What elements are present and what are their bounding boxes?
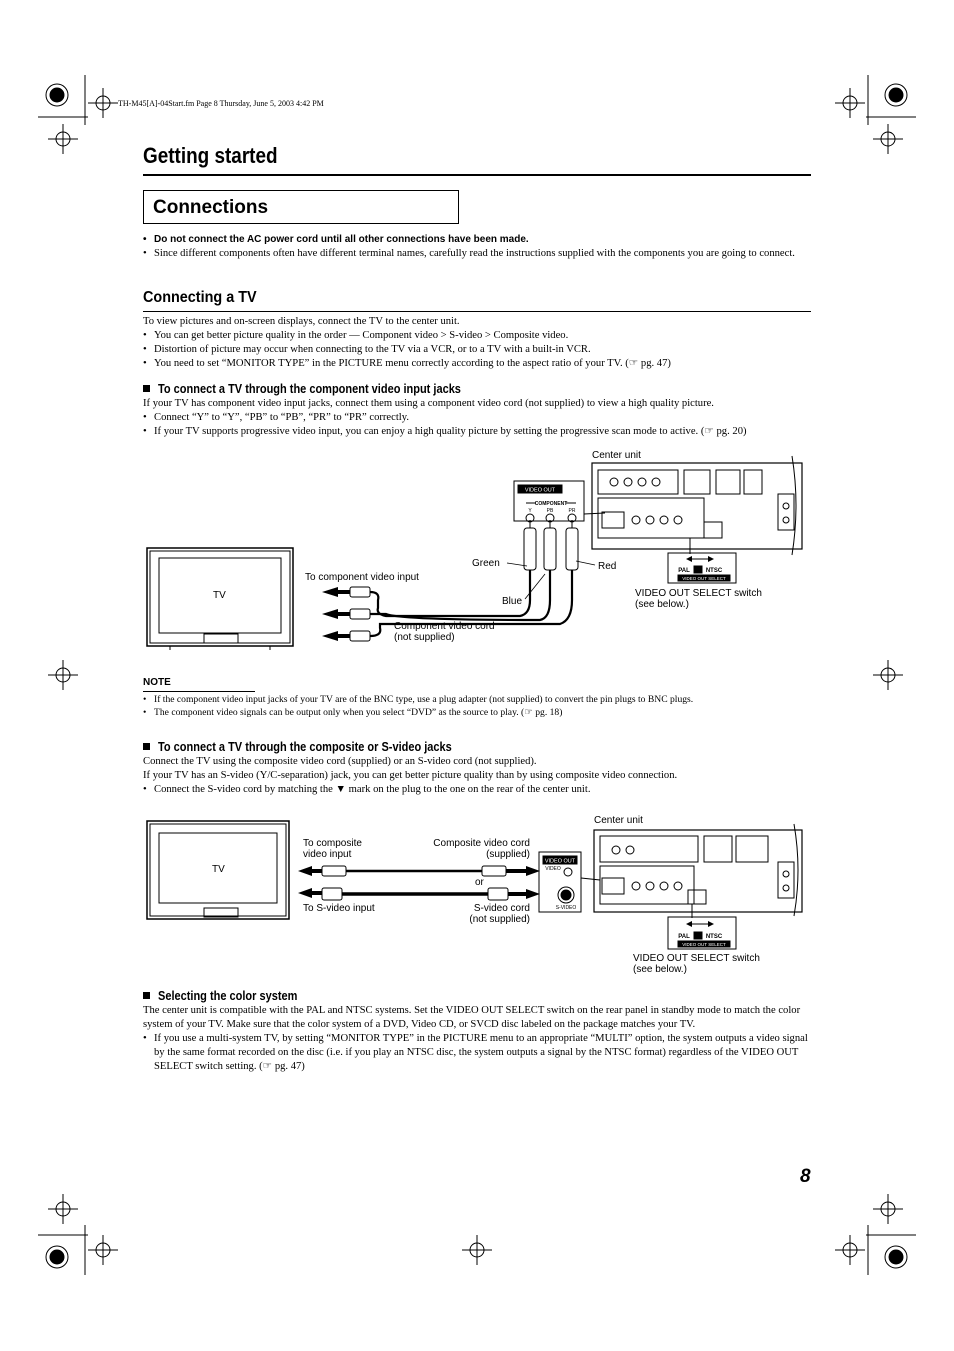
switch-caption-line: VIDEO OUT SELECT switch: [633, 953, 760, 964]
center-unit-panel: [594, 824, 802, 916]
subsection-bullet: • You can get better picture quality in the order — Component video > S-video > Composite video.: [143, 329, 813, 343]
to-composite-line: To composite: [303, 838, 362, 849]
component-bullet: • If your TV supports progressive video input, you can enjoy a high quality picture by setting the progressive scan mode to active. (☞ pg. 20): [143, 425, 813, 439]
switch-zoom: [668, 904, 736, 949]
switch-caption-line: VIDEO OUT SELECT switch: [635, 588, 762, 599]
to-svideo-label: To S-video input: [303, 903, 375, 914]
color-system-paragraph: The center unit is compatible with the PAL and NTSC systems. Set the VIDEO OUT SELECT switch on the rear panel in standby mode to match the color system of your TV. Make sure that the color system of a DVD, Video CD, or SVCD disc labeled on the package matches your TV.: [143, 1005, 801, 1030]
cord-label-line: (not supplied): [394, 632, 455, 643]
switch-caption: [633, 953, 760, 975]
color-system-heading: [143, 987, 316, 1005]
or-label: or: [475, 877, 484, 888]
to-component-input-label: To component video input: [305, 572, 419, 583]
svideo-cord-line: (not supplied): [469, 914, 530, 925]
switch-label: VIDEO OUT SELECT: [682, 942, 726, 947]
color-system-bullet: • If you use a multi-system TV, by setting “MONITOR TYPE” in the PICTURE menu to an appropriate “MULTI” option, the system outputs a video signal by the same format recorded on the disc (i.e. if you play an NTSC disc, the system outputs a signal by the NTSC format) regardless of the VIDEO OUT SELECT switch setting. (☞ pg. 47): [143, 1032, 813, 1074]
section-title: Connections: [153, 197, 269, 218]
composite-line: If your TV has an S-video (Y/C-separation) jack, you can get better picture quality than by using composite video connection.: [143, 770, 678, 781]
composite-heading-text: To connect a TV through the composite or S-video jacks: [158, 740, 452, 754]
square-bullet-icon: [143, 992, 150, 999]
component-bullet: • Connect “Y” to “Y”, “PB” to “PB”, “PR” to “PR” correctly.: [143, 411, 813, 425]
video-out-label: VIDEO OUT: [544, 858, 576, 865]
composite-line: Connect the TV using the composite video cord (supplied) or an S-video cord (not supplied).: [143, 756, 537, 767]
svideo-label: S-VIDEO: [555, 905, 577, 911]
switch-caption-line: (see below.): [635, 599, 689, 610]
center-unit-label: Center unit: [594, 815, 643, 826]
video-out-panel: [539, 852, 600, 912]
ntsc-label: NTSC: [705, 934, 723, 940]
subsection-title: Connecting a TV: [143, 289, 257, 306]
note-title: NOTE: [143, 677, 171, 688]
page-number: 8: [800, 1166, 811, 1187]
jack-label: Y: [528, 508, 532, 514]
note-bullet: • The component video signals can be output only when you select “DVD” as the source to play. (☞ pg. 18): [143, 706, 813, 719]
to-composite-label: [303, 838, 362, 860]
tv-label: TV: [213, 590, 226, 601]
video-out-label: VIDEO OUT: [524, 487, 556, 494]
color-system-text: [143, 1004, 813, 1074]
input-arrows: [298, 866, 322, 898]
subsection-bullet: • Distortion of picture may occur when connecting to the TV via a VCR, or to a TV with a built-in VCR.: [143, 343, 813, 357]
note-bullet: • If the component video input jacks of your TV are of the BNC type, use a plug adapter (not supplied) to convert the pin plugs to BNC plugs.: [143, 693, 813, 706]
jack-label: PR: [568, 508, 576, 514]
intro-bullet-bold: • Do not connect the AC power cord until all other connections have been made.: [143, 233, 813, 247]
green-label: Green: [472, 558, 500, 569]
to-composite-line: video input: [303, 849, 352, 860]
page-title: Getting started: [143, 143, 278, 168]
pal-label: PAL: [678, 934, 690, 940]
blue-label: Blue: [502, 596, 523, 607]
ntsc-label: NTSC: [705, 568, 723, 574]
component-intro: If your TV has component video input jacks, connect them using a component video cord (not supplied) to view a high quality picture.: [143, 398, 714, 409]
pal-label: PAL: [678, 568, 690, 574]
composite-bullet: • Connect the S-video cord by matching the ▼ mark on the plug to the one on the rear of the center unit.: [143, 783, 813, 797]
color-system-heading-text: Selecting the color system: [158, 989, 298, 1003]
svideo-cord-line: S-video cord: [473, 903, 530, 914]
subsection-intro: To view pictures and on-screen displays, connect the TV to the center unit.: [143, 316, 460, 327]
component-label: COMPONENT: [534, 501, 568, 507]
switch-label: VIDEO OUT SELECT: [682, 576, 726, 581]
file-header: TH-M45[A]-04Start.fm Page 8 Thursday, June 5, 2003 4:42 PM: [118, 99, 324, 108]
switch-caption-line: (see below.): [633, 964, 687, 975]
component-heading-text: To connect a TV through the component video input jacks: [158, 382, 461, 396]
svideo-cord-label: [440, 903, 530, 925]
subsection-bullet: • You need to set “MONITOR TYPE” in the PICTURE menu correctly according to the aspect ratio of your TV. (☞ pg. 47): [143, 357, 813, 371]
cord-label-line: Component video cord: [394, 621, 495, 632]
red-label: Red: [598, 561, 617, 572]
composite-cord-label: [422, 838, 530, 860]
center-unit-label: Center unit: [592, 450, 641, 461]
composite-cord-line: Composite video cord: [433, 838, 530, 849]
composite-cord-line: (supplied): [486, 849, 530, 860]
intro-bullet: • Since different components often have different terminal names, carefully read the instructions supplied with the components you are going to connect.: [143, 247, 813, 261]
output-arrows: [506, 866, 540, 899]
jack-label: PB: [546, 508, 554, 514]
video-label: VIDEO: [545, 866, 561, 872]
tv-label: TV: [212, 864, 225, 875]
